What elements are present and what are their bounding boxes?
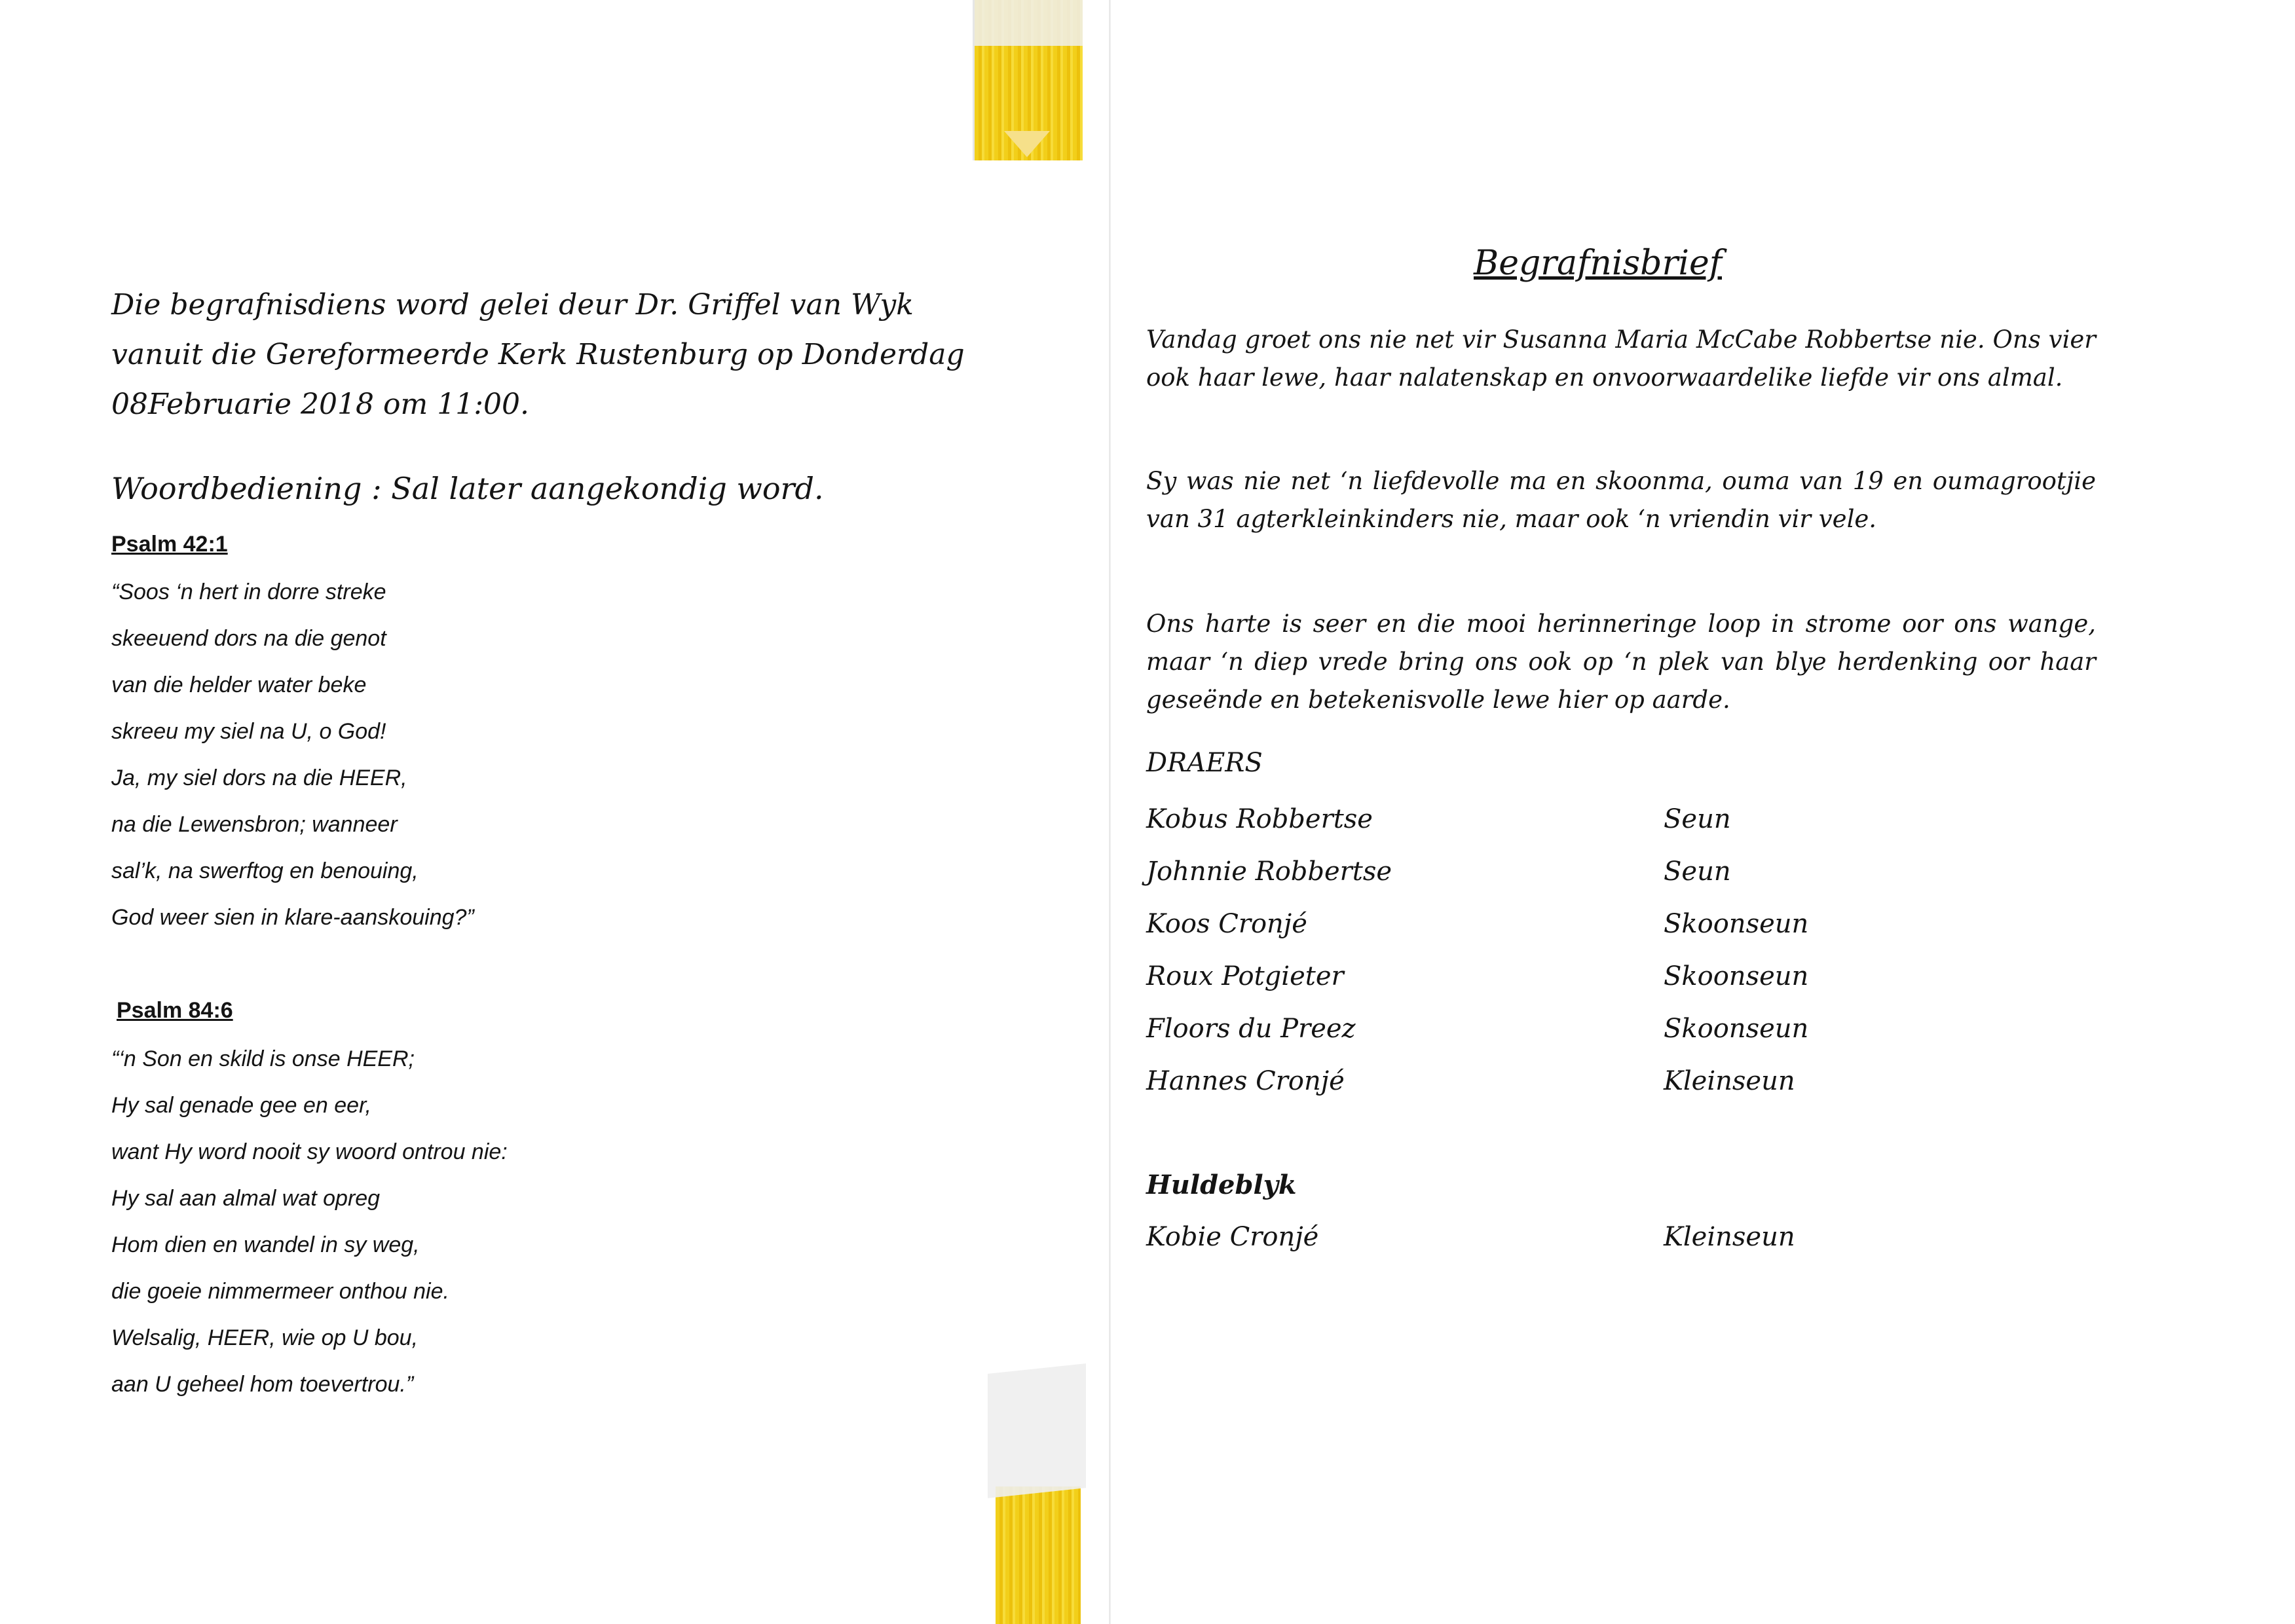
verse-line: “‘n Son en skild is onse HEER; bbox=[111, 1046, 415, 1071]
pallbearer-relation: Skoonseun bbox=[1664, 961, 1809, 991]
verse-line: Ja, my siel dors na die HEER, bbox=[111, 766, 407, 790]
intro-line: 08Februarie 2018 om 11:00. bbox=[111, 388, 529, 421]
psalm-42-verse bbox=[111, 569, 474, 941]
pallbearer-name: Kobus Robbertse bbox=[1146, 804, 1373, 834]
verse-line: skreeu my siel na U, o God! bbox=[111, 719, 386, 744]
pallbearer-name: Koos Cronjé bbox=[1146, 909, 1307, 939]
tribute-row bbox=[1146, 1222, 2129, 1261]
verse-line: want Hy word nooit sy woord ontrou nie: bbox=[111, 1139, 508, 1164]
psalm-84-heading: Psalm 84:6 bbox=[117, 998, 233, 1023]
pallbearer-name: Floors du Preez bbox=[1146, 1014, 1356, 1044]
verse-line: Hom dien en wandel in sy weg, bbox=[111, 1232, 420, 1257]
verse-line: “Soos ‘n hert in dorre streke bbox=[111, 580, 386, 604]
tape-strip bbox=[975, 0, 1083, 46]
pallbearer-name: Johnnie Robbertse bbox=[1146, 857, 1392, 887]
verse-line: Hy sal genade gee en eer, bbox=[111, 1093, 371, 1118]
pallbearer-relation: Skoonseun bbox=[1664, 1014, 1809, 1044]
verse-line: Welsalig, HEER, wie op U bou, bbox=[111, 1325, 419, 1350]
intro-line: Die begrafnisdiens word gelei deur Dr. Griffel van Wyk bbox=[111, 288, 914, 322]
pallbearer-relation: Skoonseun bbox=[1664, 909, 1809, 939]
verse-line: Hy sal aan almal wat opreg bbox=[111, 1186, 381, 1211]
pallbearer-relation: Kleinseun bbox=[1664, 1066, 1795, 1096]
tribute-relation: Kleinseun bbox=[1664, 1222, 1795, 1252]
tribute-name: Kobie Cronjé bbox=[1146, 1222, 1319, 1252]
tribute-paragraph: Sy was nie net ‘n liefdevolle ma en skoonma, ouma van 19 en oumagrootjie van 31 agterkleinkinders nie, maar ook ‘n vriendin vir vele. bbox=[1146, 467, 2096, 533]
psalm-42-heading: Psalm 42:1 bbox=[111, 532, 228, 557]
verse-line: skeeuend dors na die genot bbox=[111, 626, 386, 651]
pallbearer-row bbox=[1146, 909, 2129, 948]
pallbearer-relation: Seun bbox=[1664, 857, 1731, 887]
tribute-paragraph: Ons harte is seer en die mooi herinneringe loop in strome oor ons wange, maar ‘n diep vrede bring ons ook op ‘n plek van blye herdenking oor haar geseënde en betekenisvolle lewe hier op aarde. bbox=[1146, 610, 2096, 714]
pallbearer-name: Hannes Cronjé bbox=[1146, 1066, 1345, 1096]
pallbearer-row bbox=[1146, 961, 2129, 1001]
pallbearer-row bbox=[1146, 857, 2129, 896]
verse-line: aan U geheel hom toevertrou.” bbox=[111, 1372, 414, 1397]
huldeblyk-heading: Huldeblyk bbox=[1146, 1170, 1297, 1200]
verse-line: van die helder water beke bbox=[111, 673, 367, 697]
verse-line: God weer sien in klare-aanskouing?” bbox=[111, 905, 474, 930]
pallbearer-name: Roux Potgieter bbox=[1146, 961, 1344, 991]
verse-line: die goeie nimmermeer onthou nie. bbox=[111, 1279, 449, 1304]
verse-line: na die Lewensbron; wanneer bbox=[111, 812, 398, 837]
ribbon-top bbox=[973, 0, 1083, 160]
pallbearer-row bbox=[1146, 1066, 2129, 1105]
ribbon-bottom bbox=[996, 1486, 1081, 1624]
ribbon-tip bbox=[1004, 131, 1050, 157]
pallbearer-relation: Seun bbox=[1664, 804, 1731, 834]
pallbearer-row bbox=[1146, 1014, 2129, 1053]
psalm-84-verse bbox=[111, 1036, 508, 1408]
tape-strip bbox=[988, 1363, 1086, 1498]
service-intro bbox=[111, 280, 1068, 430]
verse-line: sal’k, na swerftog en benouing, bbox=[111, 858, 419, 883]
draers-heading: DRAERS bbox=[1146, 748, 1263, 778]
woordbediening-note: Woordbediening : Sal later aangekondig word. bbox=[111, 471, 824, 506]
intro-line: vanuit die Gereformeerde Kerk Rustenburg op Donderdag bbox=[111, 338, 965, 371]
page-title: Begrafnisbrief bbox=[1474, 244, 1722, 283]
page-fold bbox=[1109, 0, 1111, 1624]
tribute-paragraph: Vandag groet ons nie net vir Susanna Maria McCabe Robbertse nie. Ons vier ook haar lewe, haar nalatenskap en onvoorwaardelike liefde vir ons almal. bbox=[1146, 325, 2096, 392]
pallbearer-row bbox=[1146, 804, 2129, 843]
